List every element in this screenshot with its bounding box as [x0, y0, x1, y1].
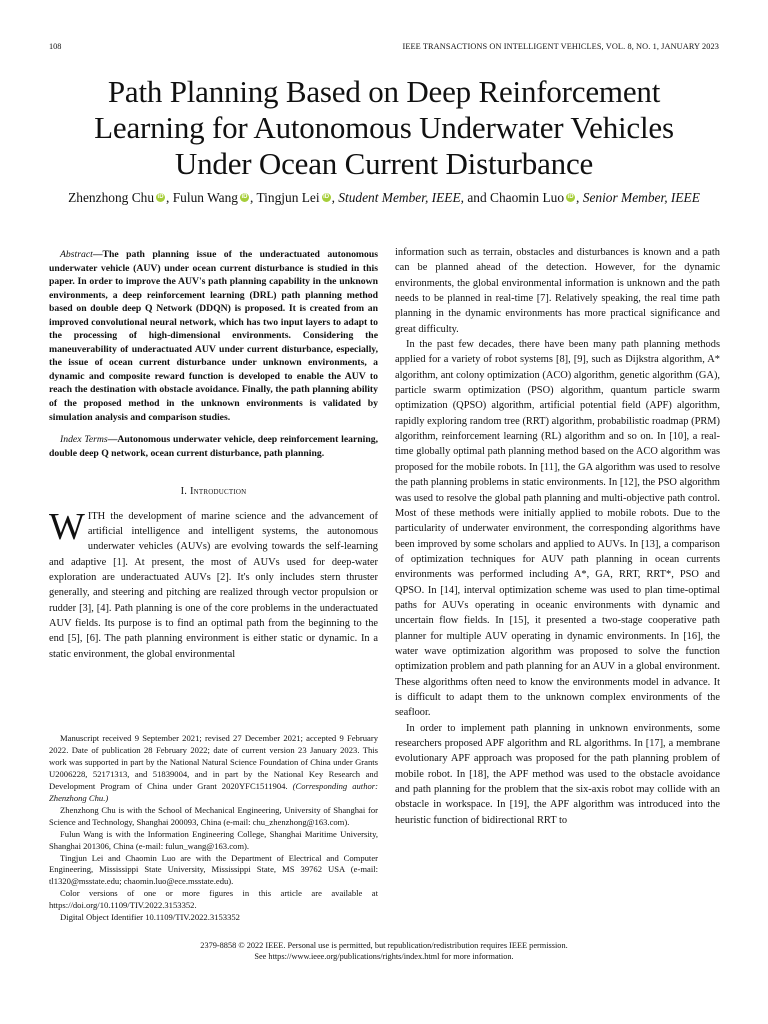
intro-paragraph: In order to implement path planning in unknown environments, some researchers proposed APF algorithm and RL algorithms. In [17], a membrane evolutionary APF approach was proposed for the path planning problem of mobile robot. In [18], the APF method was used to the obstacle avoidance and path planning for the problem that the six-axis robot may collide with an obstacle in workspace. In [19], the APF algorithm was introduced into the heuristic function of bidirectional RRT to: [395, 722, 720, 826]
paper-title: Path Planning Based on Deep Reinforcement Learning for Autonomous Underwater Vehicles Under Ocean Current Disturbance: [94, 74, 674, 181]
author-name: Fulun Wang: [172, 190, 238, 205]
right-column: [395, 245, 720, 828]
author-name: Chaomin Luo: [490, 190, 565, 205]
footnote-color: Color versions of one or more figures in this article are available at https://doi.org/10.1109/TIV.2022.3153352.: [49, 888, 378, 911]
section-heading: I. Introduction: [180, 486, 247, 498]
orcid-icon[interactable]: iD: [567, 194, 574, 200]
orcid-icon[interactable]: iD: [241, 194, 248, 200]
footnote-doi: Digital Object Identifier 10.1109/TIV.2022.3153352: [60, 912, 240, 923]
page-number: 108: [49, 42, 62, 51]
drop-cap: W: [49, 505, 85, 548]
author-name: Tingjun Lei: [256, 190, 320, 205]
author-list: Zhenzhong Chu iD , Fulun Wang iD , Tingjun Lei iD , Student Member, IEEE, and Chaomin Luo iD , Senior Member, IEEE: [68, 190, 700, 205]
footnote-affiliation: Zhenzhong Chu is with the School of Mechanical Engineering, University of Shanghai for Science and Technology, Shanghai 200093, China (e-mail: chu_zhenzhong@163.com).: [49, 804, 378, 827]
running-header: [49, 42, 719, 54]
rights-link[interactable]: See https://www.ieee.org/publications/rights/index.html for more information.: [254, 952, 514, 961]
left-column: [49, 245, 378, 662]
author-conjunction: , and: [460, 190, 491, 205]
abstract-text: —The path planning issue of the underactuated autonomous underwater vehicle (AUV) under ocean current disturbance is studied in this paper. In order to improve the AUV's path planning capability in the unknown environments, a deep reinforcement learning (DRL) path planning method based on double deep Q Network (DDQN) is proposed. It is created from an improved convolutional neural network, which has two input layers to adapt to the processing of high-dimensional environments. Considering the maneuverability of underactuated AUV under current disturbance, especially, the issue of ocean current disturbance under unknown environments, a dynamic and composite reward function is developed to enable the AUV to reach the destination with obstacle avoidance. Finally, the path planning ability of the proposed method in the unknown environments is validated by simulation analysis and comparison studies.: [49, 249, 378, 423]
footnote-affiliation: Fulun Wang is with the Information Engineering College, Shanghai Maritime University, Shanghai 201306, China (e-mail: fulun_wang@163.com).: [49, 828, 378, 851]
copyright-line: 2379-8858 © 2022 IEEE. Personal use is permitted, but republication/redistribution requires IEEE permission.: [200, 941, 568, 950]
orcid-icon[interactable]: iD: [157, 194, 164, 200]
orcid-icon[interactable]: iD: [323, 194, 330, 200]
intro-text: ITH the development of marine science and the advancement of artificial intelligence and intelligent systems, the autonomous underwater vehicles (AUVs) are evolving towards the self-learning and adaptive [1]. At present, the most of AUVs used for deep-water exploration are underactuated AUVs [2]. It's only includes stern thruster generally, and steering and pitching are realized through vector propulsion or rudder [3], [4]. Path planning is one of the core problems in the underactuated AUV fields. Its purpose is to find an optimal path from the beginning to the end [5], [6]. The path planning environment is either static or dynamic. In a static environment, the global environmental: [49, 510, 378, 660]
index-terms-label: Index Terms: [60, 434, 108, 446]
intro-paragraph-continued: information such as terrain, obstacles and disturbances is known and a path can be planned ahead of the detection. However, for the dynamic environments, the global environmental information is unknown and the path needs to be planned in real-time [7]. Relatively speaking, the real time path planning in the dynamic environments has more practical significance and great difficulty.: [395, 247, 720, 335]
intro-paragraph: In the past few decades, there have been many path planning methods applied for a variety of robot systems [8], [9], such as Dijkstra algorithm, A* algorithm, ant colony optimization (ACO) algorithm, genetic algorithm (GA), particle swarm optimization (PSO) algorithm, quantum particle swarm optimization (QPSO) algorithm, artificial potential field (APF) algorithm, rapidly exploring random tree (RRT) algorithm, probabilistic roadmap (PRM) algorithm, reinforcement learning (RL) algorithm and so on. In [10], a real-time globally optimal path planning method based on the ACO algorithm was proposed for the mobile robots. In [11], the GA algorithm was used to resolve the path planning problems in static environments. In [12], the PSO algorithm was used to resolve the global path planning and multi-objective path control. Most of these methods were initially applied to mobile robots. Due to the particularity of underwater environment, the corresponding algorithms have been improved by some scholars and applied to AUVs. In [13], a comparison of optimization techniques for AUV path planning in ocean currents environments was performed including A*, GA, RRT, RRT*, PSO and QPSO. In [14], interval optimization scheme was used to plan time-optimal paths for AUVs operating in oceanic environments with dynamic and uncertain flow fields. In [15], it presented a two-stage cooperative path planner for multiple AUV operating in dynamic environments. In [16], the water wave optimization algorithm was proposed to solve the function optimization problem and path planning for an AUV in a global environment. These algorithms often need to know the environments model in advance. It is difficult to adapt them to the unknown complex environments of the seafloor.: [395, 339, 720, 719]
first-page-footnote: [49, 733, 378, 924]
index-terms-text: —Autonomous underwater vehicle, deep reinforcement learning, double deep Q network, ocean current disturbance, path planning.: [49, 434, 378, 459]
author-name: Zhenzhong Chu: [68, 190, 155, 205]
abstract-label: Abstract: [60, 249, 93, 260]
author-membership: Student Member, IEEE: [338, 190, 461, 205]
journal-citation: IEEE TRANSACTIONS ON INTELLIGENT VEHICLES, VOL. 8, NO. 1, JANUARY 2023: [402, 42, 719, 51]
index-terms: [49, 433, 378, 460]
intro-paragraph: [49, 505, 378, 662]
abstract: [49, 248, 378, 424]
corresponding-author: (Corresponding author: Zhenzhong Chu.): [49, 780, 378, 803]
footnote-received: Manuscript received 9 September 2021; revised 27 December 2021; accepted 9 February 2022. Date of publication 28 February 2022; date of current version 23 January 2023. This work was supported in part by the National Natural Science Foundation of China under Grants U2006228, 52171313, and 51839004, and in part by the National Key Research and Development Program of China under Grant 2020YFC1511904. (Corresponding author: Zhenzhong Chu.): [49, 733, 378, 803]
copyright-notice: [60, 940, 708, 962]
author-membership: Senior Member, IEEE: [582, 190, 700, 205]
footnote-affiliation: Tingjun Lei and Chaomin Luo are with the Department of Electrical and Computer Engineering, Mississippi State University, Mississippi State, MS 39762 USA (e-mail: tl1320@msstate.edu; chaomin.luo@ece.msstate.edu).: [49, 852, 378, 887]
